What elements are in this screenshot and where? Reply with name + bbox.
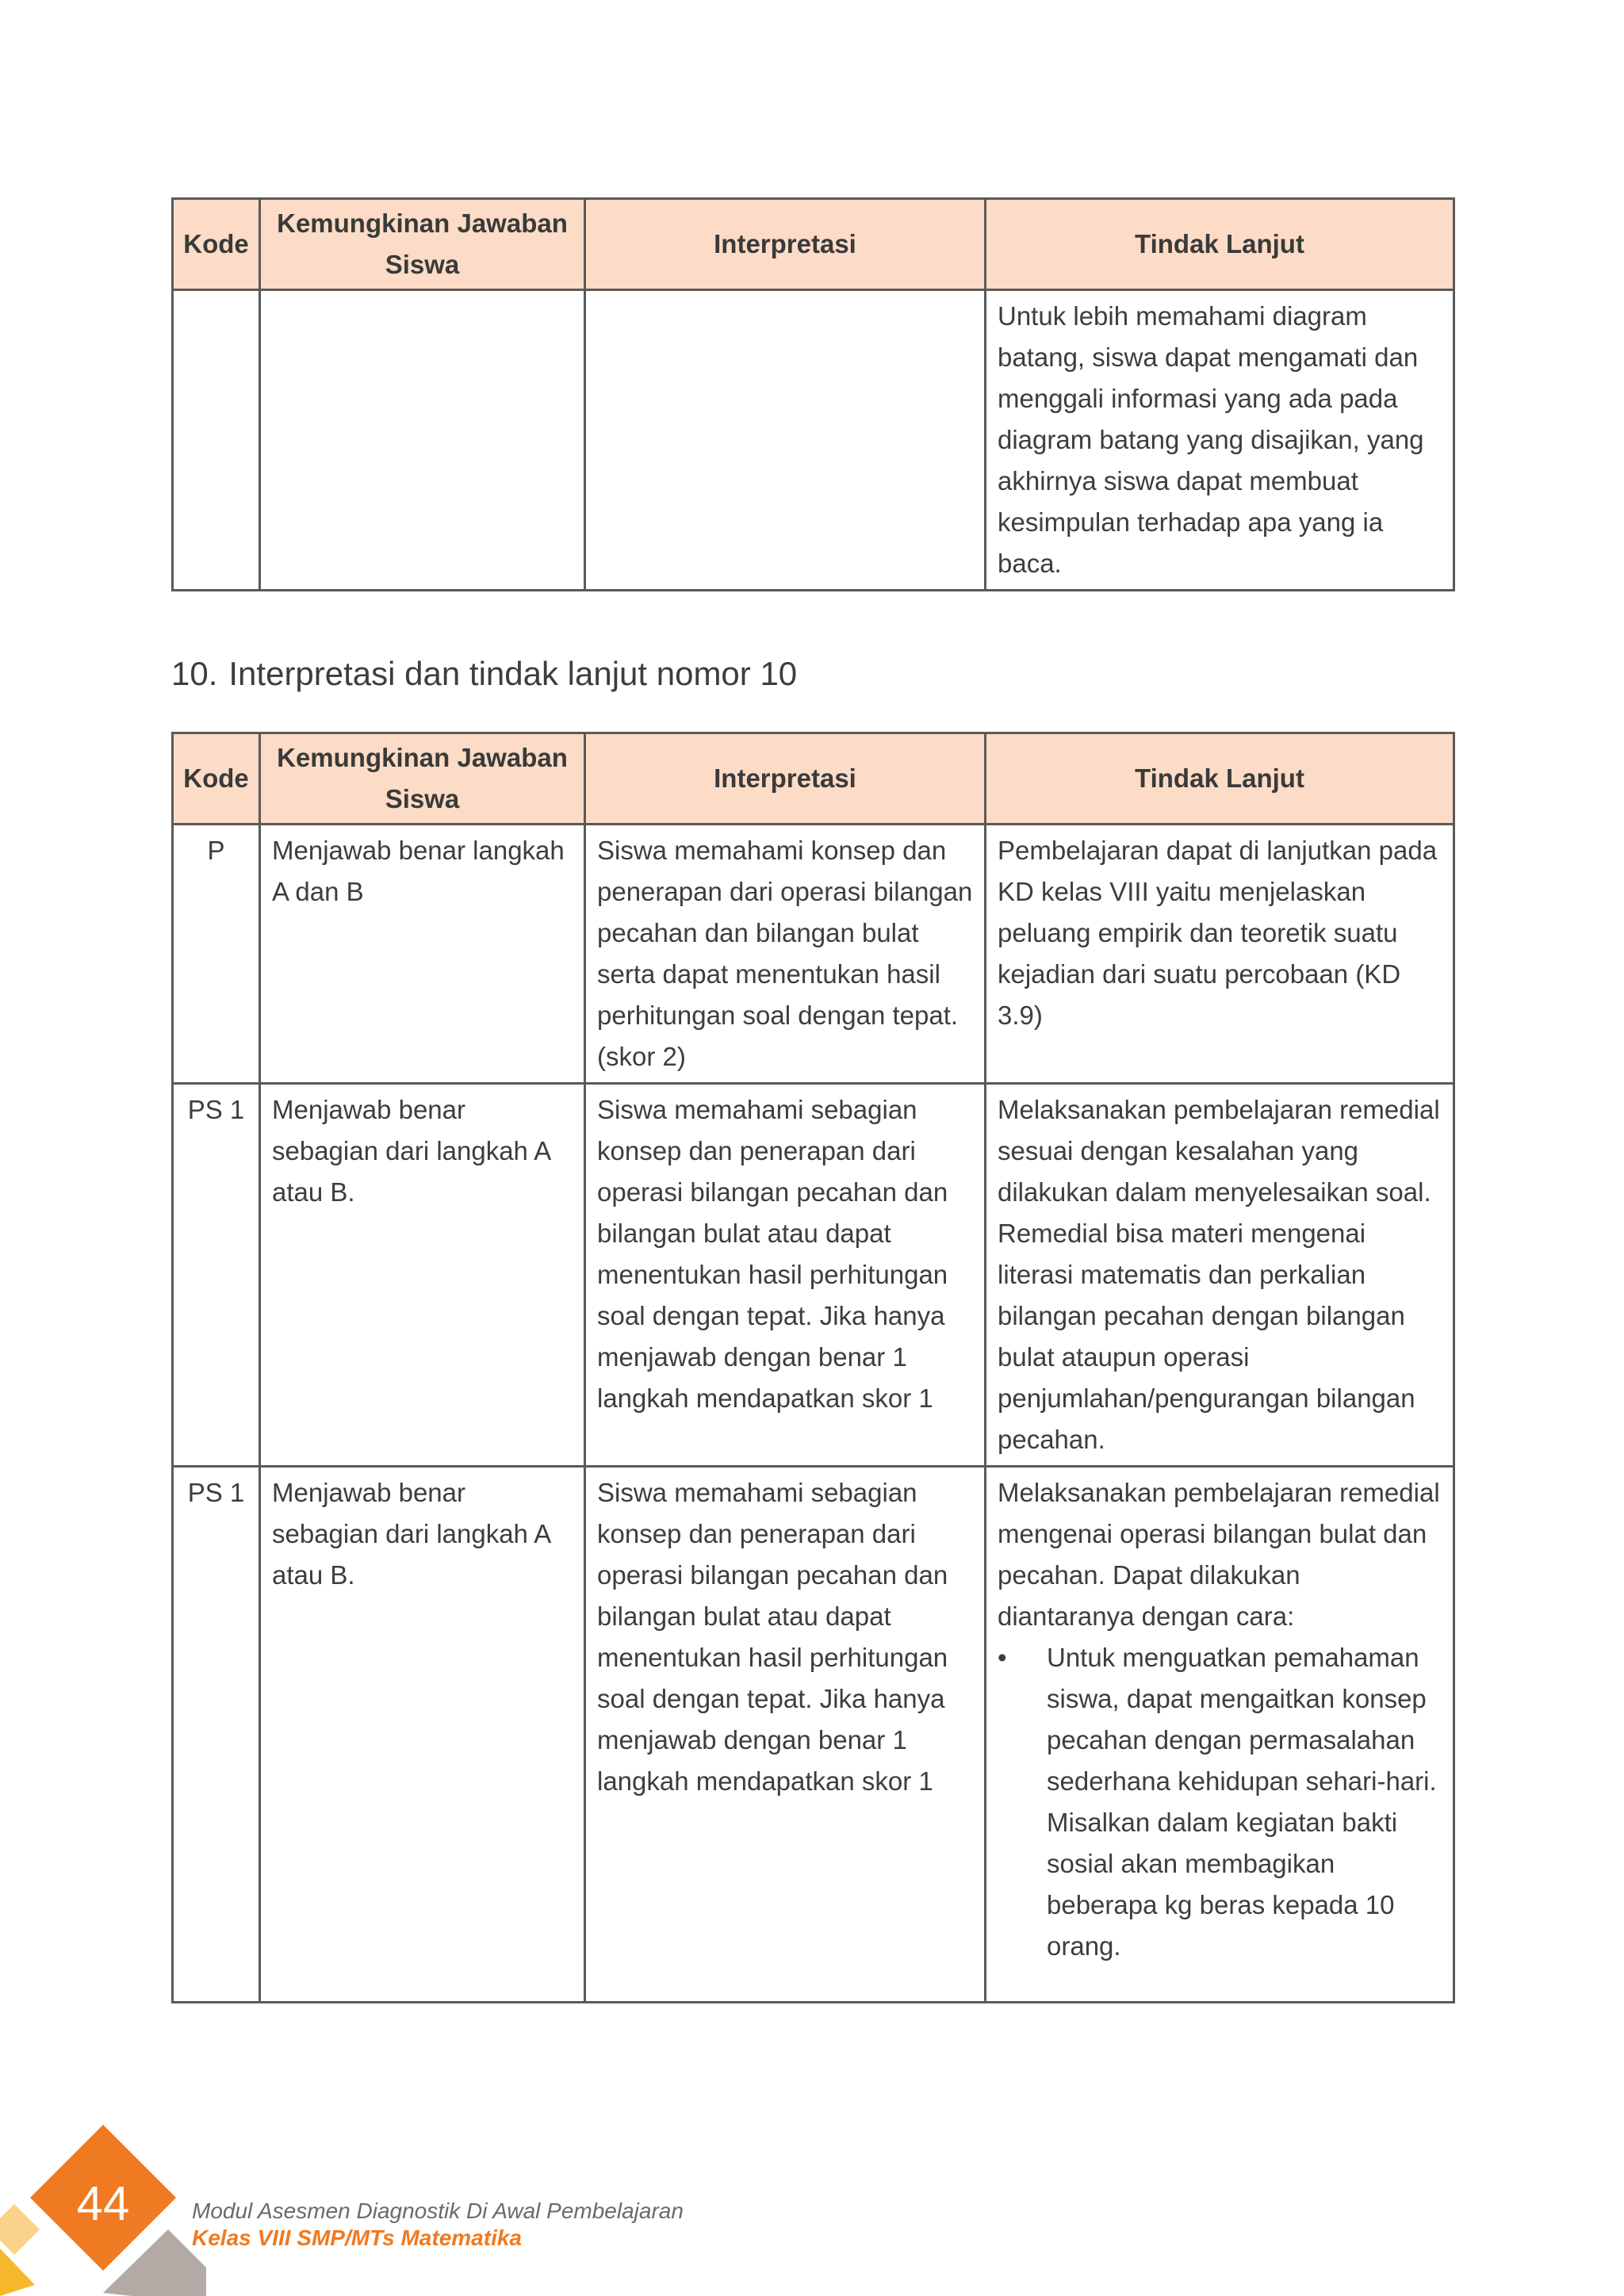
table-row bbox=[173, 1084, 1454, 1467]
cell-kode bbox=[173, 290, 260, 591]
table-row bbox=[173, 825, 1454, 1084]
bullet-list bbox=[998, 1637, 1442, 1967]
cell-kode: P bbox=[173, 825, 260, 1084]
header-kode: Kode bbox=[173, 199, 260, 290]
cell-jawaban: Menjawab benar langkah A dan B bbox=[260, 825, 585, 1084]
cell-interpretasi bbox=[585, 290, 986, 591]
section-heading bbox=[171, 655, 797, 693]
section-number: 10. bbox=[171, 655, 218, 692]
cell-jawaban: Menjawab benar sebagian dari langkah A atau B. bbox=[260, 1467, 585, 2003]
cell-tindak-lanjut: Pembelajaran dapat di lanjutkan pada KD kelas VIII yaitu menjelaskan peluang empirik dan teoretik suatu kejadian dari suatu percobaan (KD 3.9) bbox=[986, 825, 1454, 1084]
table-nomor-10 bbox=[171, 732, 1455, 2003]
cell-jawaban bbox=[260, 290, 585, 591]
table-header-row bbox=[173, 199, 1454, 290]
light-diamond-shape bbox=[0, 2204, 40, 2255]
footer-class-subject: Kelas VIII SMP/MTs Matematika bbox=[192, 2225, 522, 2250]
section-title: Interpretasi dan tindak lanjut nomor 10 bbox=[228, 655, 798, 692]
header-kode: Kode bbox=[173, 733, 260, 825]
footer-caption bbox=[192, 2198, 684, 2252]
cell-jawaban: Menjawab benar sebagian dari langkah A atau B. bbox=[260, 1084, 585, 1467]
table-top-continuation bbox=[171, 197, 1455, 591]
cell-tindak-lanjut: Melaksanakan pembelajaran remedial sesuai dengan kesalahan yang dilakukan dalam menyelesaikan soal. Remedial bisa materi mengenai literasi matematis dan perkalian bilangan pecahan dengan bilangan bulat ataupun operasi penjumlahan/pengurangan bilangan pecahan. bbox=[986, 1084, 1454, 1467]
cell-kode: PS 1 bbox=[173, 1467, 260, 2003]
cell-kode: PS 1 bbox=[173, 1084, 260, 1467]
table-row bbox=[173, 290, 1454, 591]
cell-interpretasi: Siswa memahami konsep dan penerapan dari operasi bilangan pecahan dan bilangan bulat serta dapat menentukan hasil perhitungan soal dengan tepat. (skor 2) bbox=[585, 825, 986, 1084]
table-header-row bbox=[173, 733, 1454, 825]
header-interpretasi: Interpretasi bbox=[585, 733, 986, 825]
header-jawaban: Kemungkinan Jawaban Siswa bbox=[260, 199, 585, 290]
cell-tindak-lanjut bbox=[986, 1467, 1454, 2003]
header-tindak-lanjut: Tindak Lanjut bbox=[986, 733, 1454, 825]
header-jawaban: Kemungkinan Jawaban Siswa bbox=[260, 733, 585, 825]
header-tindak-lanjut: Tindak Lanjut bbox=[986, 199, 1454, 290]
bullet-text: Untuk menguatkan pemahaman siswa, dapat mengaitkan konsep pecahan dengan permasalahan sederhana kehidupan sehari-hari. Misalkan dalam kegiatan bakti sosial akan membagikan beberapa kg beras kepada 10 orang. bbox=[1047, 1643, 1437, 1961]
table-row bbox=[173, 1467, 1454, 2003]
page-number: 44 bbox=[76, 2177, 130, 2230]
yellow-diamond-shape bbox=[0, 2248, 35, 2296]
cell-interpretasi: Siswa memahami sebagian konsep dan penerapan dari operasi bilangan pecahan dan bilangan bulat atau dapat menentukan hasil perhitungan soal dengan tepat. Jika hanya menjawab dengan benar 1 langkah mendapatkan skor 1 bbox=[585, 1084, 986, 1467]
tindak-lanjut-intro: Melaksanakan pembelajaran remedial mengenai operasi bilangan bulat dan pecahan. Dapat dilakukan diantaranya dengan cara: bbox=[998, 1478, 1440, 1631]
header-interpretasi: Interpretasi bbox=[585, 199, 986, 290]
bullet-icon: • bbox=[998, 1643, 1007, 1672]
footer-module-title: Modul Asesmen Diagnostik Di Awal Pembelajaran bbox=[192, 2198, 684, 2223]
cell-tindak-lanjut: Untuk lebih memahami diagram batang, siswa dapat mengamati dan menggali informasi yang ada pada diagram batang yang disajikan, yang akhirnya siswa dapat membuat kesimpulan terhadap apa yang ia baca. bbox=[986, 290, 1454, 591]
list-item bbox=[998, 1637, 1442, 1967]
cell-interpretasi: Siswa memahami sebagian konsep dan penerapan dari operasi bilangan pecahan dan bilangan bulat atau dapat menentukan hasil perhitungan soal dengan tepat. Jika hanya menjawab dengan benar 1 langkah mendapatkan skor 1 bbox=[585, 1467, 986, 2003]
